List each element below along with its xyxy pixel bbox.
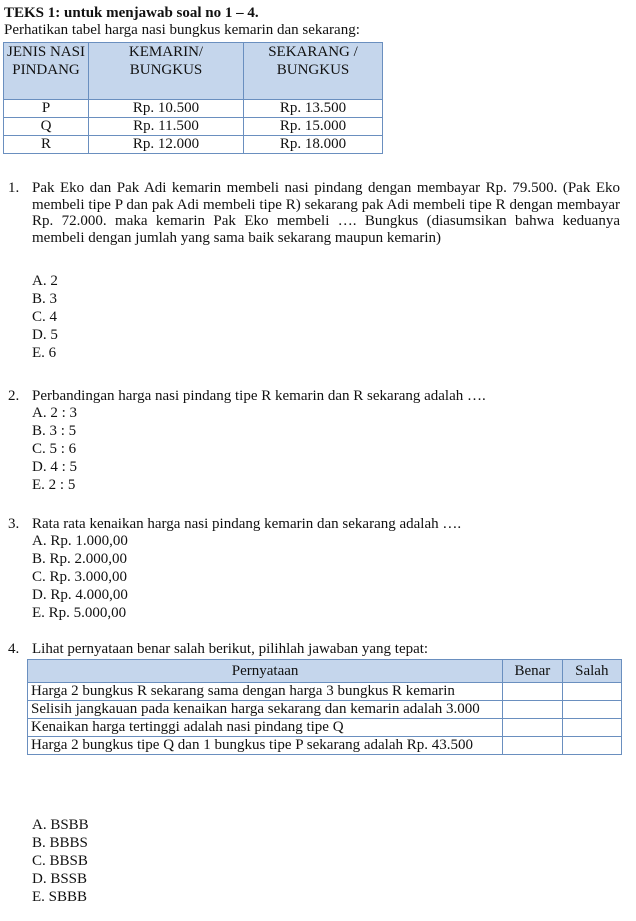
true-false-table — [27, 659, 622, 755]
answer-option[interactable]: E. 2 : 5 — [32, 477, 76, 493]
question-3-options — [32, 532, 128, 622]
price-header-yesterday: KEMARIN/ BUNGKUS — [89, 43, 244, 100]
price-cell: P — [4, 100, 89, 118]
tf-header-statement: Pernyataan — [28, 660, 503, 683]
true-checkbox-cell[interactable] — [503, 737, 562, 755]
tf-header-false: Salah — [562, 660, 621, 683]
intro-text: Perhatikan tabel harga nasi bungkus kemarin dan sekarang: — [4, 22, 360, 38]
section-title: TEKS 1: untuk menjawab soal no 1 – 4. — [4, 5, 259, 21]
false-checkbox-cell[interactable] — [562, 737, 621, 755]
table-row — [28, 683, 622, 701]
statement-cell: Kenaikan harga tertinggi adalah nasi pindang tipe Q — [28, 719, 503, 737]
statement-cell: Harga 2 bungkus R sekarang sama dengan harga 3 bungkus R kemarin — [28, 683, 503, 701]
statement-cell: Selisih jangkauan pada kenaikan harga sekarang dan kemarin adalah 3.000 — [28, 701, 503, 719]
answer-option[interactable]: E. SBBB — [32, 889, 88, 905]
answer-option[interactable]: B. 3 — [32, 291, 58, 307]
price-table — [3, 42, 383, 154]
question-number: 3. — [8, 516, 20, 532]
question-number: 1. — [8, 180, 20, 196]
table-row — [28, 719, 622, 737]
true-checkbox-cell[interactable] — [503, 719, 562, 737]
question-1-options — [32, 272, 58, 362]
price-cell: R — [4, 136, 89, 154]
answer-option[interactable]: C. Rp. 3.000,00 — [32, 569, 128, 585]
question-text: Perbandingan harga nasi pindang tipe R kemarin dan R sekarang adalah …. — [32, 388, 486, 404]
answer-option[interactable]: B. BBBS — [32, 835, 88, 851]
question-4-options — [32, 816, 89, 906]
question-4 — [8, 641, 620, 658]
answer-option[interactable]: E. 6 — [32, 345, 57, 361]
table-row — [28, 737, 622, 755]
answer-option[interactable]: C. 4 — [32, 309, 58, 325]
question-3 — [8, 516, 620, 533]
question-number: 2. — [8, 388, 20, 404]
price-cell: Rp. 13.500 — [244, 100, 383, 118]
question-number: 4. — [8, 641, 20, 657]
answer-option[interactable]: D. 4 : 5 — [32, 459, 77, 475]
price-header-type: JENIS NASI PINDANG — [4, 43, 89, 100]
answer-option[interactable]: C. BBSB — [32, 853, 88, 869]
false-checkbox-cell[interactable] — [562, 719, 621, 737]
question-2 — [8, 388, 620, 405]
question-2-options — [32, 404, 77, 494]
answer-option[interactable]: D. BSSB — [32, 871, 88, 887]
table-row — [4, 118, 383, 136]
answer-option[interactable]: A. Rp. 1.000,00 — [32, 533, 128, 549]
table-row — [28, 701, 622, 719]
question-1 — [8, 180, 620, 246]
answer-option[interactable]: D. 5 — [32, 327, 58, 343]
answer-option[interactable]: C. 5 : 6 — [32, 441, 77, 457]
tf-header-true: Benar — [503, 660, 562, 683]
question-text: Rata rata kenaikan harga nasi pindang kemarin dan sekarang adalah …. — [32, 516, 462, 532]
true-checkbox-cell[interactable] — [503, 701, 562, 719]
price-cell: Rp. 10.500 — [89, 100, 244, 118]
false-checkbox-cell[interactable] — [562, 701, 621, 719]
price-cell: Q — [4, 118, 89, 136]
answer-option[interactable]: B. Rp. 2.000,00 — [32, 551, 128, 567]
answer-option[interactable]: A. 2 : 3 — [32, 405, 77, 421]
price-cell: Rp. 11.500 — [89, 118, 244, 136]
price-cell: Rp. 18.000 — [244, 136, 383, 154]
statement-cell: Harga 2 bungkus tipe Q dan 1 bungkus tipe P sekarang adalah Rp. 43.500 — [28, 737, 503, 755]
false-checkbox-cell[interactable] — [562, 683, 621, 701]
table-row — [4, 136, 383, 154]
question-text: Lihat pernyataan benar salah berikut, pilihlah jawaban yang tepat: — [32, 641, 429, 657]
price-header-today: SEKARANG / BUNGKUS — [244, 43, 383, 100]
answer-option[interactable]: A. 2 — [32, 273, 58, 289]
true-checkbox-cell[interactable] — [503, 683, 562, 701]
answer-option[interactable]: E. Rp. 5.000,00 — [32, 605, 127, 621]
answer-option[interactable]: B. 3 : 5 — [32, 423, 77, 439]
table-row — [4, 100, 383, 118]
answer-option[interactable]: D. Rp. 4.000,00 — [32, 587, 128, 603]
question-text: Pak Eko dan Pak Adi kemarin membeli nasi pindang dengan membayar Rp. 79.500. (Pak Eko membeli tipe P dan pak Adi membeli tipe R) sekarang pak Adi membeli tipe R dengan membayar Rp. 72.000. maka kemarin Pak Eko membeli …. Bungkus (diasumsikan bahwa keduanya membeli dengan jumlah yang sama baik sekarang maupun kemarin) — [32, 180, 620, 246]
price-cell: Rp. 15.000 — [244, 118, 383, 136]
answer-option[interactable]: A. BSBB — [32, 817, 89, 833]
price-cell: Rp. 12.000 — [89, 136, 244, 154]
